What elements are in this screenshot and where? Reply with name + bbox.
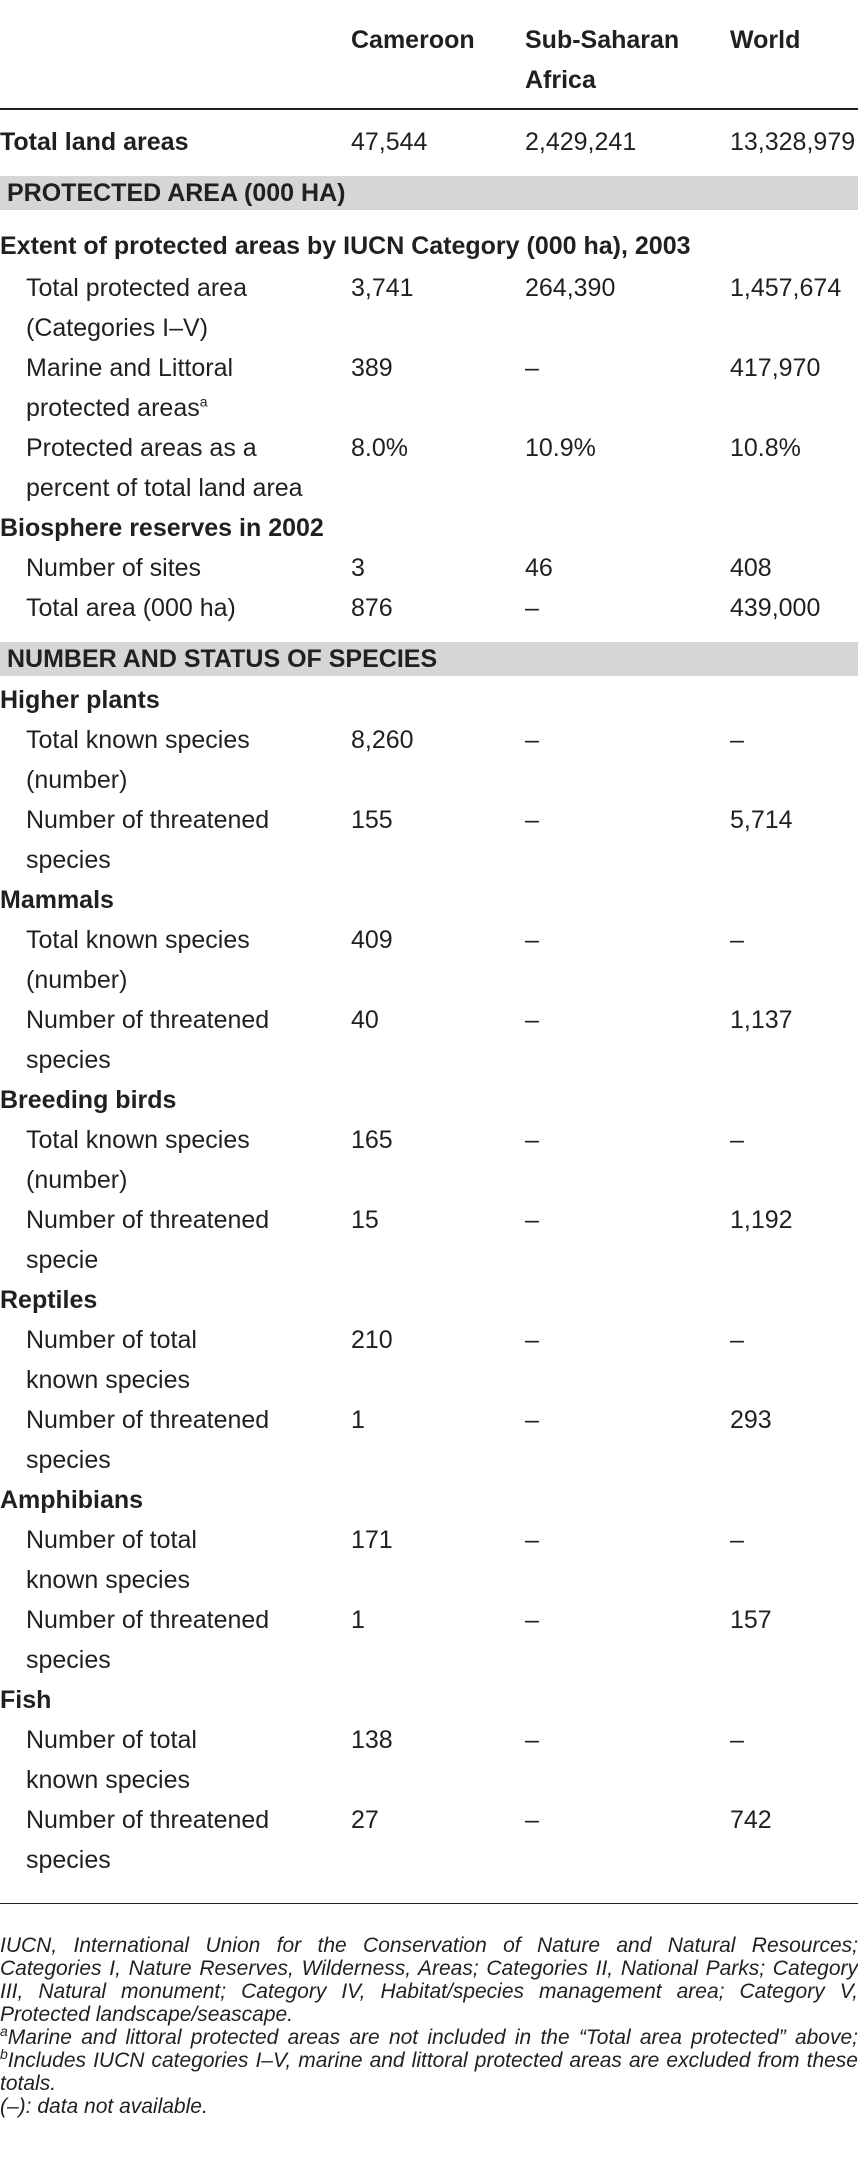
row-label-line2: protected areas$^a$ [26, 393, 208, 422]
cell-ssa: – [525, 1006, 539, 1034]
footnote-b-text: Includes IUCN categories I–V, marine and littoral protected areas are excluded from these totals. [0, 2049, 858, 2095]
row-label-line2: known species [26, 1766, 190, 1794]
cell-world: – [730, 1726, 744, 1754]
row-label-line1: Number of threatened [26, 1006, 270, 1034]
cell-ssa: 2,429,241 [525, 128, 637, 156]
row-label-line2: known species [26, 1566, 190, 1594]
footnote-iucn: IUCN, International Union for the Conservation of Nature and Natural Resources; Categories I, Nature Reserves, Wilderness, Areas; Categories II, National Parks; Category III, Natural monument; Category IV, Habitat/species management area; Category V, Protected landscape/seascape. [0, 1934, 858, 2026]
footnote-mark-a: a [199, 393, 208, 410]
group-heading: Higher plants [0, 686, 160, 714]
section-protected-area [0, 176, 858, 210]
cell-world: – [730, 1526, 744, 1554]
cell-ssa: – [525, 1726, 539, 1754]
cell-world: 439,000 [730, 594, 821, 622]
cell-ssa: – [525, 1526, 539, 1554]
col-world: World [730, 26, 801, 54]
cell-world: – [730, 926, 744, 954]
col-ssa-line2: Africa [525, 66, 596, 94]
row-label-line2: percent of total land area [26, 474, 303, 502]
table-bottom-rule [0, 1903, 858, 1904]
row-label-line2: species [26, 846, 111, 874]
row-label-line1: Number of total [26, 1526, 197, 1554]
cell-ssa: – [525, 1406, 539, 1434]
cell-ssa: 10.9% [525, 434, 596, 462]
cell-world: 1,192 [730, 1206, 793, 1234]
row-label-line1: Number of threatened [26, 806, 270, 834]
row-label-line2: species [26, 1446, 111, 1474]
row-label-line1: Number of threatened [26, 1606, 270, 1634]
cell-cameroon: 15 [351, 1206, 379, 1234]
cell-ssa: – [525, 926, 539, 954]
group-heading: Reptiles [0, 1286, 98, 1314]
group-heading: Breeding birds [0, 1086, 177, 1114]
row-label-line2: species [26, 1846, 111, 1874]
row-label-line1: Number of threatened [26, 1206, 270, 1234]
cell-cameroon: 155 [351, 806, 393, 834]
cell-world: 1,457,674 [730, 274, 842, 302]
cell-world: – [730, 1126, 744, 1154]
cell-cameroon: 409 [351, 926, 393, 954]
cell-ssa: – [525, 726, 539, 754]
row-label-line1: Number of total [26, 1326, 197, 1354]
cell-cameroon: 40 [351, 1006, 379, 1034]
cell-ssa: 46 [525, 554, 553, 582]
cell-world: 157 [730, 1606, 772, 1634]
row-label-line1: Number of threatened [26, 1806, 270, 1834]
row-label-line1: Total known species [26, 1126, 250, 1154]
row-label-line1: Marine and Littoral [26, 354, 234, 382]
cell-cameroon: 389 [351, 354, 393, 382]
section-title: NUMBER AND STATUS OF SPECIES [7, 645, 438, 673]
cell-ssa: – [525, 806, 539, 834]
row-label-line2: known species [26, 1366, 190, 1394]
cell-world: – [730, 1326, 744, 1354]
cell-cameroon: 8.0% [351, 434, 408, 462]
cell-world: 1,137 [730, 1006, 793, 1034]
cell-cameroon: 165 [351, 1126, 393, 1154]
footnote-b-mark: b [0, 2046, 8, 2062]
cell-ssa: – [525, 1606, 539, 1634]
cell-world: 13,328,979 [730, 128, 856, 156]
row-label-line2: specie [26, 1246, 99, 1274]
cell-cameroon: 1 [351, 1406, 365, 1434]
cell-ssa: – [525, 354, 539, 382]
row-label-line1: Total protected area [26, 274, 247, 302]
footnote-a-mark: a [0, 2023, 8, 2039]
cell-world: 10.8% [730, 434, 801, 462]
col-ssa-line1: Sub-Saharan [525, 26, 680, 54]
cell-cameroon: 47,544 [351, 128, 428, 156]
group-heading: Amphibians [0, 1486, 144, 1514]
row-label: Total land areas [0, 128, 189, 156]
cell-cameroon: 138 [351, 1726, 393, 1754]
cell-world: 408 [730, 554, 772, 582]
cell-world: 742 [730, 1806, 772, 1834]
cell-ssa: – [525, 1126, 539, 1154]
group-heading: Biosphere reserves in 2002 [0, 514, 324, 542]
cell-cameroon: 1 [351, 1606, 365, 1634]
cell-ssa: – [525, 1326, 539, 1354]
row-label-line2: (number) [26, 966, 128, 994]
cell-ssa: – [525, 594, 539, 622]
col-cameroon: Cameroon [351, 26, 475, 54]
footnote-ab [0, 2023, 858, 2095]
cell-cameroon: 3 [351, 554, 365, 582]
section-title: PROTECTED AREA (000 HA) [7, 179, 346, 207]
row-label-line1: Number of total [26, 1726, 197, 1754]
cell-cameroon: 171 [351, 1526, 393, 1554]
cell-ssa: – [525, 1206, 539, 1234]
row-label-line2: (Categories I–V) [26, 314, 209, 342]
row-label-line1: Total known species [26, 926, 250, 954]
row-label-line2: species [26, 1646, 111, 1674]
group-heading: Extent of protected areas by IUCN Category (000 ha), 2003 [0, 232, 691, 260]
row-label-line1: Protected areas as a [26, 434, 257, 462]
cell-cameroon: 27 [351, 1806, 379, 1834]
cell-world: 5,714 [730, 806, 793, 834]
row-label: Total area (000 ha) [26, 594, 236, 622]
group-heading: Mammals [0, 886, 114, 914]
cell-cameroon: 8,260 [351, 726, 414, 754]
section-species [0, 642, 858, 676]
row-label-line2: species [26, 1046, 111, 1074]
cell-cameroon: 210 [351, 1326, 393, 1354]
col-ssa [525, 20, 679, 100]
row-label: Number of sites [26, 554, 202, 582]
cell-world: 293 [730, 1406, 772, 1434]
row-label-line1: Number of threatened [26, 1406, 270, 1434]
cell-world: – [730, 726, 744, 754]
cell-world: 417,970 [730, 354, 821, 382]
cell-ssa: 264,390 [525, 274, 616, 302]
table-header [0, 0, 858, 110]
cell-cameroon: 876 [351, 594, 393, 622]
footnote-a-text: Marine and littoral protected areas are not included in the “Total area protected” above; [7, 2026, 858, 2049]
footnote-na: (–): data not available. [0, 2095, 208, 2118]
group-heading: Fish [0, 1686, 52, 1714]
row-label-line1: Total known species [26, 726, 250, 754]
cell-ssa: – [525, 1806, 539, 1834]
row-label-line2: (number) [26, 1166, 128, 1194]
cell-cameroon: 3,741 [351, 274, 414, 302]
table-footnotes [0, 1934, 858, 2118]
row-label-line2: (number) [26, 766, 128, 794]
